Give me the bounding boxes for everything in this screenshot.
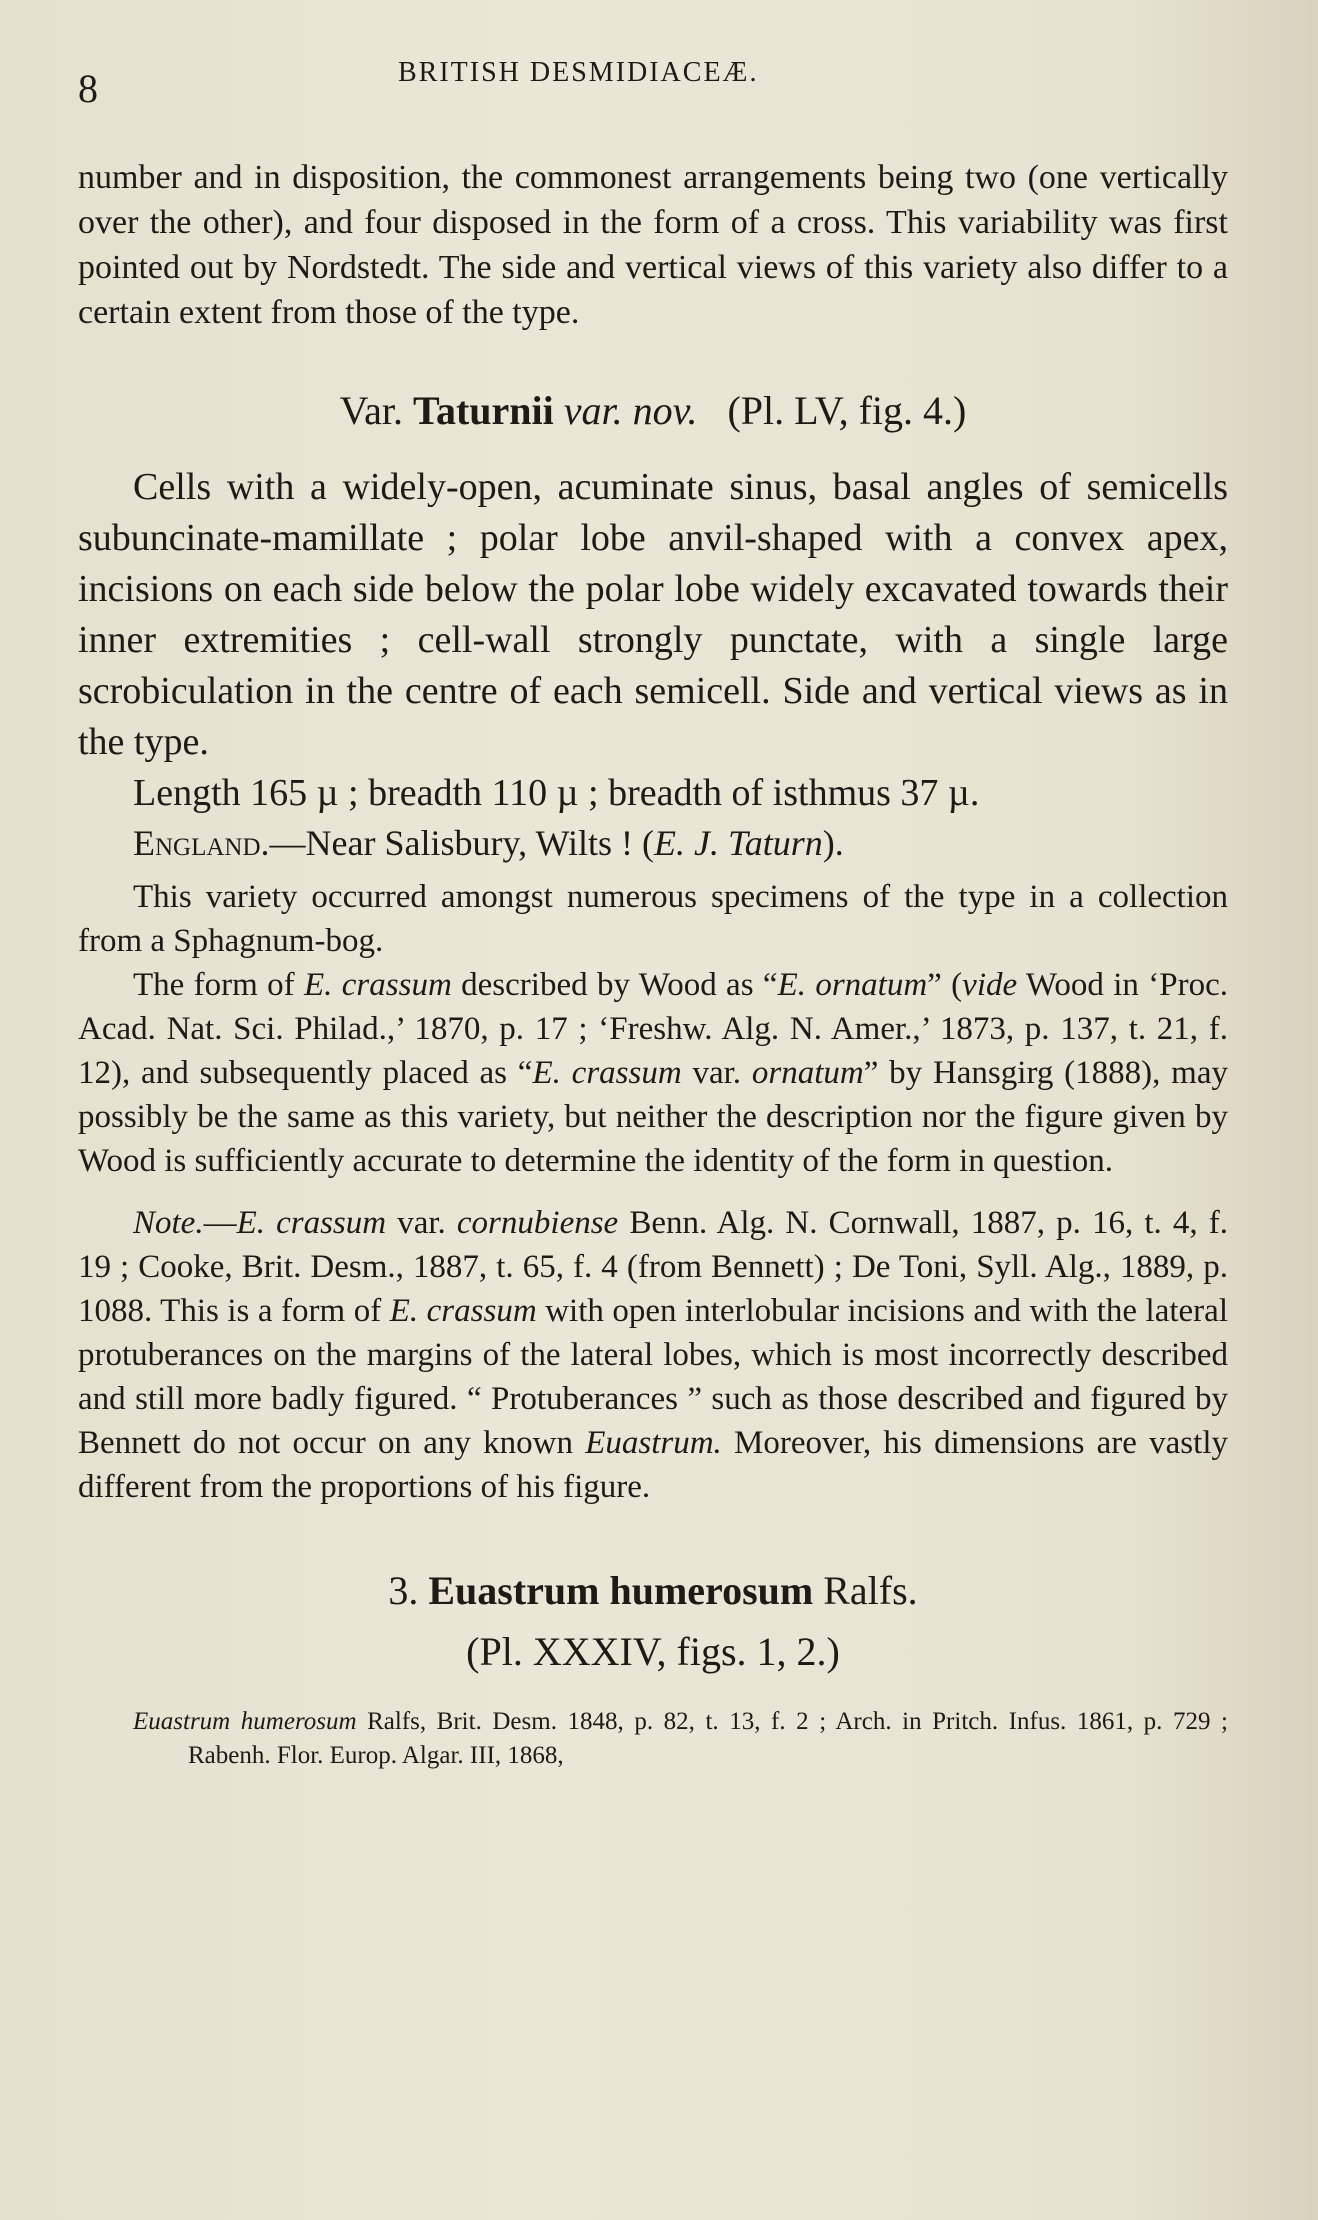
page-header bbox=[78, 55, 1228, 115]
note-dash: — bbox=[203, 1205, 237, 1241]
wood-text-4: Wood in ‘Proc. Acad. Nat. Sci. Philad.,’ 1870, p. 17 ; ‘Freshw. Alg. N. Amer.,’ 1873, p. 137, t. 21, f. 12), and subsequently placed as “ bbox=[78, 967, 1229, 1091]
synonymy-text: Ralfs, Brit. Desm. 1848, p. 82, t. 13, f. 2 ; Arch. in Pritch. Infus. 1861, p. 729 ; Rabenh. Flor. Europ. Algar. III, 1868, bbox=[188, 1708, 1228, 1769]
note-text-2: with open interlobular incisions and with the lateral protuberances on the margins of the lateral lobes, which is most incorrectly described and still more badly figured. “ Protuberances ” such as those described and figured by Bennett do not occur on any known bbox=[78, 1293, 1228, 1461]
note-genus: Euastrum. bbox=[585, 1425, 722, 1461]
page-number: 8 bbox=[78, 66, 98, 111]
note-text-3: Moreover, his dimensions are vastly different from the proportions of his figure. bbox=[78, 1425, 1228, 1505]
wood-text-5: var. bbox=[681, 1055, 752, 1091]
species-synonymy bbox=[78, 1705, 1228, 1773]
synonymy-taxon: Euastrum humerosum bbox=[133, 1708, 357, 1735]
variety-qualifier: var. nov. bbox=[563, 388, 698, 433]
variety-occurrence: This variety occurred amongst numerous specimens of the type in a collection from a Sphagnum-bog. bbox=[78, 879, 1228, 959]
variety-heading bbox=[78, 387, 1228, 434]
wood-text-1: The form of bbox=[133, 967, 305, 1003]
variety-description: Cells with a widely-open, acuminate sinus, basal angles of semicells subuncinate-mamillate ; polar lobe anvil-shaped with a convex apex, incisions on each side below the polar lobe widely excavated towards their inner extremities ; cell-wall strongly punctate, with a single large scrobiculation in the centre of each semicell. Side and vertical views as in the type. bbox=[78, 466, 1228, 763]
variety-plate-ref: (Pl. LV, fig. 4.) bbox=[727, 388, 967, 433]
running-head: BRITISH DESMIDIACEÆ. bbox=[398, 57, 759, 88]
note-taxon-2: E. crassum bbox=[389, 1293, 537, 1329]
wood-vide: vide bbox=[962, 967, 1018, 1003]
intro-paragraph: number and in disposition, the commonest arrangements being two (one vertically over the other), and four disposed in the form of a cross. This variability was first pointed out by Nordstedt. The side and vertical views of this variety also differ to a certain extent from those of the type. bbox=[78, 159, 1228, 331]
variety-name: Taturnii bbox=[412, 388, 554, 433]
wood-text-3: ” ( bbox=[927, 967, 963, 1003]
wood-text-2: described by Wood as “ bbox=[451, 967, 778, 1003]
wood-paragraph bbox=[78, 963, 1228, 1183]
species-plate-ref: (Pl. XXXIV, figs. 1, 2.) bbox=[466, 1629, 840, 1674]
species-number: 3. bbox=[388, 1568, 419, 1613]
note-label: Note. bbox=[133, 1205, 204, 1241]
wood-taxon-4: ornatum bbox=[751, 1055, 864, 1091]
variety-locality bbox=[78, 819, 1228, 867]
species-heading bbox=[78, 1567, 1228, 1614]
note-var-word: var. bbox=[386, 1205, 457, 1241]
locality-end: ). bbox=[822, 823, 844, 863]
species-name: Euastrum humerosum bbox=[428, 1568, 814, 1613]
locality-country: England. bbox=[133, 823, 270, 863]
wood-text-6: ” by Hansgirg (1888), may possibly be the same as this variety, but neither the description nor the figure given by Wood is sufficiently accurate to determine the identity of the form in question. bbox=[78, 1055, 1228, 1179]
wood-taxon-3: E. crassum bbox=[532, 1055, 682, 1091]
variety-prefix: Var. bbox=[339, 388, 403, 433]
wood-taxon-1: E. crassum bbox=[304, 967, 452, 1003]
note-var-name: cornubiense bbox=[456, 1205, 619, 1241]
note-text-1: Benn. Alg. N. Cornwall, 1887, p. 16, t. 4, f. 19 ; Cooke, Brit. Desm., 1887, t. 65, f. 4 (from Bennett) ; De Toni, Syll. Alg., 1889, p. 1088. This is a form of bbox=[78, 1205, 1228, 1329]
wood-taxon-2: E. ornatum bbox=[777, 967, 928, 1003]
note-paragraph bbox=[78, 1201, 1228, 1509]
variety-dimensions: Length 165 µ ; breadth 110 µ ; breadth of isthmus 37 µ. bbox=[133, 772, 980, 814]
species-author: Ralfs. bbox=[823, 1568, 918, 1613]
locality-collector: E. J. Taturn bbox=[654, 823, 823, 863]
locality-text: —Near Salisbury, Wilts ! ( bbox=[269, 823, 655, 863]
note-taxon: E. crassum bbox=[236, 1205, 387, 1241]
